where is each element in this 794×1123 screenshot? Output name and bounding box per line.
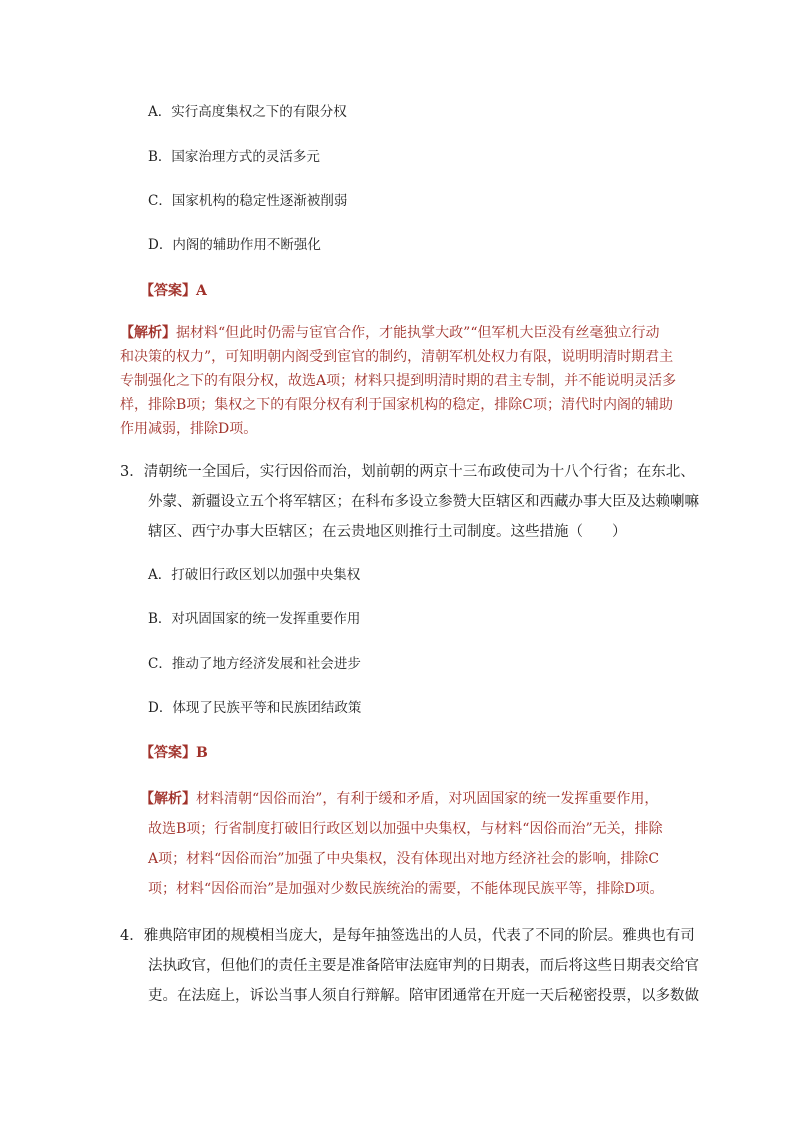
q3-stem-line-2: 外蒙、新疆设立五个将军辖区；在科布多设立参赞大臣辖区和西藏办事大臣及达赖喇嘛 (148, 494, 699, 510)
q2-option-a: A．实行高度集权之下的有限分权 (148, 104, 347, 120)
q2-analysis-line-1 (120, 323, 659, 343)
q3-option-c: C．推动了地方经济发展和社会进步 (148, 656, 361, 672)
q3-option-d: D．体现了民族平等和民族团结政策 (148, 700, 362, 716)
q3-analysis-line-3: A项；材料“因俗而治”加强了中央集权，没有体现出对地方经济社会的影响，排除C (148, 851, 660, 867)
q2-analysis-line-2: 和决策的权力”，可知明朝内阁受到宦官的制约，清朝军机处权力有限，说明明清时期君主 (120, 349, 674, 365)
q2-option-c: C．国家机构的稳定性逐渐被削弱 (148, 193, 348, 209)
q2-analysis-line-3: 专制强化之下的有限分权，故选A项；材料只提到明清时期的君主专制，并不能说明灵活多 (120, 373, 677, 389)
q2-analysis-line-5: 作用减弱，排除D项。 (120, 421, 258, 437)
q2-analysis-label: 【解析】 (120, 325, 176, 341)
q2-option-b: B．国家治理方式的灵活多元 (148, 149, 320, 165)
q3-option-a: A．打破旧行政区划以加强中央集权 (148, 567, 361, 583)
q4-stem-line-1: 4．雅典陪审团的规模相当庞大，是每年抽签选出的人员，代表了不同的阶层。雅典也有司 (120, 928, 695, 944)
q3-option-b: B．对巩固国家的统一发挥重要作用 (148, 611, 361, 627)
q3-answer-value: B (196, 745, 208, 761)
q2-answer-value: A (196, 283, 207, 299)
q2-answer (140, 281, 207, 301)
q3-analysis-text-1: 材料清朝“因俗而治”，有利于缓和矛盾，对巩固国家的统一发挥重要作用， (196, 791, 659, 807)
q2-option-d: D．内阁的辅助作用不断强化 (148, 237, 321, 253)
q2-answer-label: 【答案】 (140, 283, 196, 299)
q3-analysis-line-2: 故选B项；行省制度打破旧行政区划以加强中央集权，与材料“因俗而治”无关，排除 (148, 821, 663, 837)
q3-analysis-label: 【解析】 (140, 791, 196, 807)
q3-answer (140, 743, 208, 763)
q2-analysis-text-1: 据材料“但此时仍需与宦官合作，才能执掌大政”“但军机大臣没有丝毫独立行动 (176, 325, 660, 341)
q3-answer-label: 【答案】 (140, 745, 196, 761)
q3-stem-line-1: 3．清朝统一全国后，实行因俗而治，划前朝的两京十三布政使司为十八个行省；在东北、 (120, 464, 695, 480)
q2-analysis-line-4: 样，排除B项；集权之下的有限分权有利于国家机构的稳定，排除C项；清代时内阁的辅助 (120, 397, 673, 413)
q3-analysis-line-1 (140, 789, 658, 809)
q3-analysis-line-4: 项；材料“因俗而治”是加强对少数民族统治的需要，不能体现民族平等，排除D项。 (148, 881, 664, 897)
q4-stem-line-2: 法执政官，但他们的责任主要是准备陪审法庭审判的日期表，而后将这些日期表交给官 (148, 958, 699, 974)
q3-stem-line-3: 辖区、西宁办事大臣辖区；在云贵地区则推行土司制度。这些措施（ ） (148, 524, 627, 540)
q4-stem-line-3: 吏。在法庭上，诉讼当事人须自行辩解。陪审团通常在开庭一天后秘密投票，以多数做 (148, 988, 699, 1004)
